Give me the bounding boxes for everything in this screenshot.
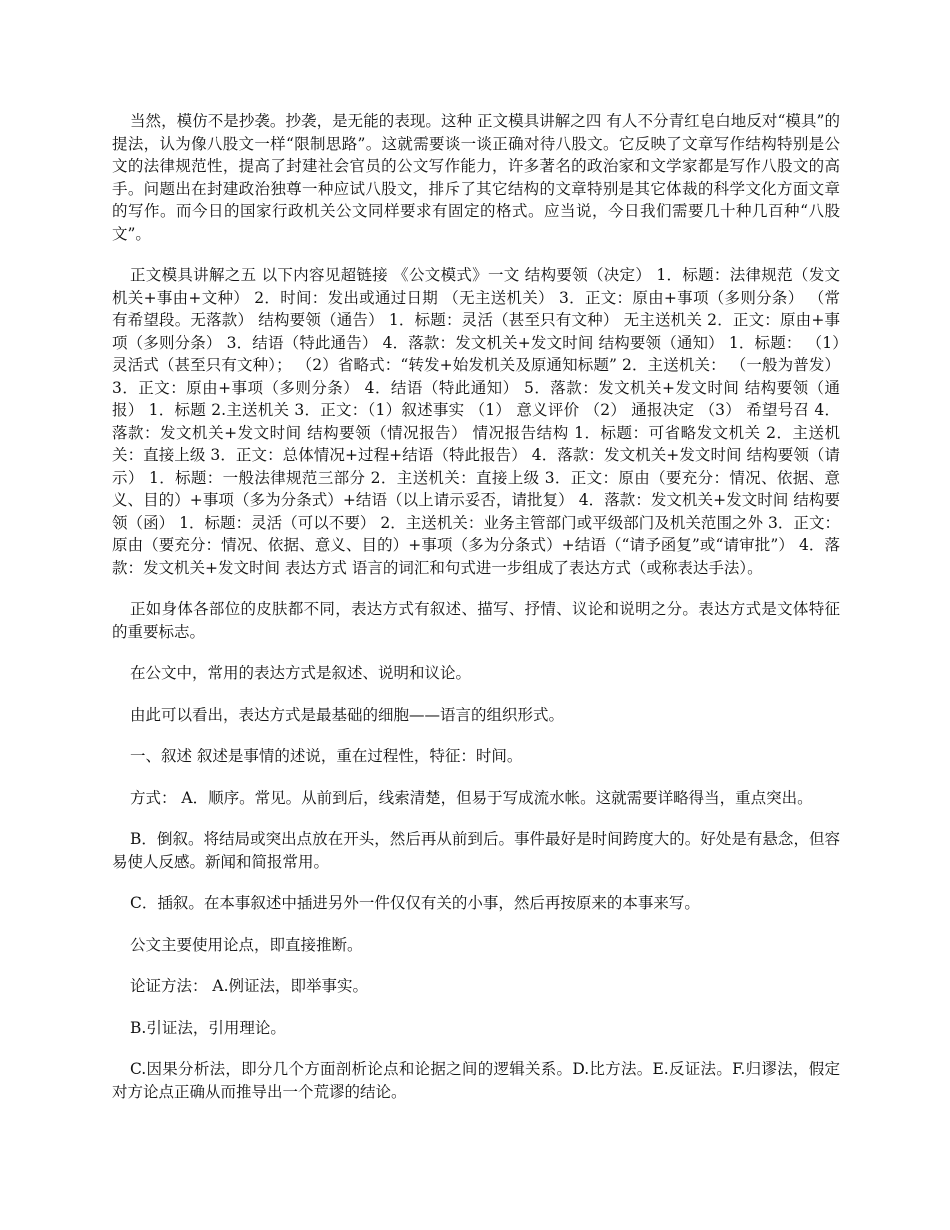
paragraph-expression-modes: 正如身体各部位的皮肤都不同，表达方式有叙述、描写、抒情、议论和说明之分。表达方式是文体特征的重要标志。 [112,600,840,641]
paragraph-narration-heading: 一、叙述 叙述是事情的述说，重在过程性，特征：时间。 [130,747,523,765]
paragraph-imitation: 当然，模仿不是抄袭。抄袭，是无能的表现。这种 正文模具讲解之四 有人不分青红皂白地反对“模具”的提法，认为像八股文一样“限制思路”。这就需要谈一谈正确对待八股文。它反映了文章写作结构特别是公文的法律规范性，提高了封建社会官员的公文写作能力，许多著名的政治家和文学家都是写作八股文的高手。问题出在封建政治独尊一种应试八股文，排斥了其它结构的文章特别是其它体裁的科学文化方面文章的写作。而今日的国家行政机关公文同样要求有固定的格式。应当说，今日我们需要几十种几百种“八股文”。 [112,112,840,243]
paragraph-basic-cell: 由此可以看出，表达方式是最基础的细胞——语言的组织形式。 [130,705,565,724]
paragraph-method-b: B．倒叙。将结局或突出点放在开头，然后再从前到后。事件最好是时间跨度大的。好处是有悬念，但容易使人反感。新闻和简报常用。 [112,830,840,871]
paragraph-official-modes: 在公文中，常用的表达方式是叙述、说明和议论。 [130,664,472,682]
document-body [112,110,840,1122]
paragraph-method-c: C．插叙。在本事叙述中插进另外一件仅仅有关的小事，然后再按原来的本事来写。 [130,894,700,912]
paragraph-citation-method: B.引证法，引用理论。 [130,1018,286,1037]
paragraph-arguments: 公文主要使用论点，即直接推断。 [130,935,363,954]
paragraph-method-a: 方式： A．顺序。常见。从前到后，线索清楚，但易于写成流水帐。这就需要详略得当，重点突出。 [130,788,813,807]
paragraph-causal-method: C.因果分析法，即分几个方面剖析论点和论据之间的逻辑关系。D.比方法。E.反证法。F.归谬法，假定对方论点正确从而推导出一个荒谬的结论。 [112,1060,840,1101]
paragraph-structure-essentials: 正文模具讲解之五 以下内容见超链接 《公文模式》一文 结构要领（决定） 1．标题：法律规范（发文机关+事由+文种） 2．时间：发出或通过日期 （无主送机关） 3．正文：原由+事项（多则分条） （常有希望段。无落款） 结构要领（通告） 1．标题：灵活（甚至只有文种） 无主送机关 2．正文：原由+事项（多则分条） 3．结语（特此通告） 4．落款：发文机关+发文时间 结构要领（通知） 1．标题： （1）灵活式（甚至只有文种）； （2）省略式：“转发+始发机关及原通知标题” 2．主送机关： （一般为普发） 3．正文：原由+事项（多则分条） 4．结语（特此通知） 5．落款：发文机关+发文时间 结构要领（通报） 1．标题 2.主送机关 3．正文：（1）叙述事实 （1） 意义评价 （2） 通报决定 （3） 希望号召 4．落款：发文机关+发文时间 结构要领（情况报告） 情况报告结构 1．标题：可省略发文机关 2．主送机关：直接上级 3．正文：总体情况+过程+结语（特此报告） 4．落款：发文机关+发文时间 结构要领（请示） 1．标题：一般法律规范三部分 2．主送机关：直接上级 3．正文：原由（要充分：情况、依据、意义、目的）+事项（多为分条式）+结语（以上请示妥否，请批复） 4．落款：发文机关+发文时间 结构要领（函） 1．标题：灵活（可以不要） 2．主送机关：业务主管部门或平级部门及机关范围之外 3．正文：原由（要充分：情况、依据、意义、目的）+事项（多为分条式）+结语（“请予函复”或“请审批”） 4．落款：发文机关+发文时间 表达方式 语言的词汇和句式进一步组成了表达方式（或称表达手法）。 [112,266,840,577]
paragraph-argument-methods: 论证方法： A.例证法，即举事实。 [130,977,369,995]
